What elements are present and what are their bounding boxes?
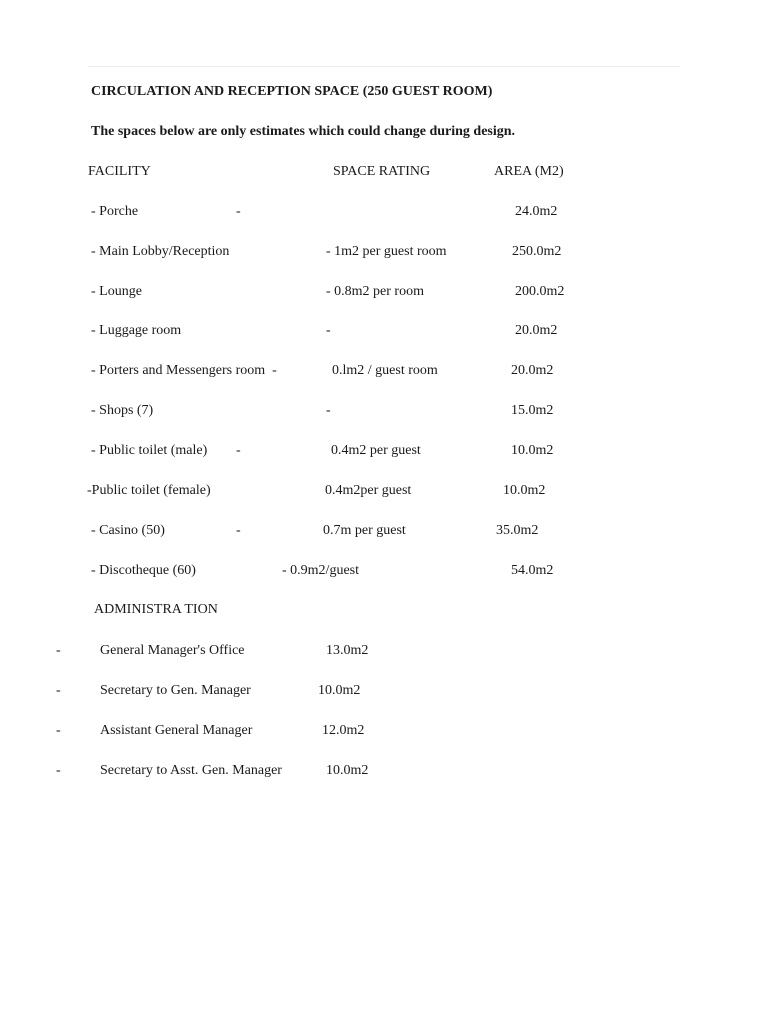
facility-rating: - 1m2 per guest room (326, 244, 447, 259)
facility-rating: 0.lm2 / guest room (332, 363, 438, 378)
facility-dash: - (236, 204, 241, 219)
admin-bullet: - (56, 723, 61, 738)
facility-area: 200.0m2 (515, 284, 565, 299)
facility-name: - Lounge (91, 284, 142, 299)
admin-office-name: Secretary to Gen. Manager (100, 683, 251, 698)
facility-name: - Discotheque (60) (91, 563, 196, 578)
admin-bullet: - (56, 683, 61, 698)
facility-area: 10.0m2 (503, 483, 546, 498)
facility-area: 10.0m2 (511, 443, 554, 458)
facility-rating: 0.4m2 per guest (331, 443, 421, 458)
facility-area: 20.0m2 (511, 363, 554, 378)
facility-rating: - (326, 323, 331, 338)
facility-area: 20.0m2 (515, 323, 558, 338)
admin-bullet: - (56, 763, 61, 778)
facility-rating: 0.4m2per guest (325, 483, 412, 498)
facility-dash: - (236, 523, 241, 538)
facility-name: - Public toilet (male) (91, 443, 208, 458)
admin-office-area: 12.0m2 (322, 723, 365, 738)
admin-office-area: 10.0m2 (318, 683, 361, 698)
header-facility: FACILITY (88, 164, 151, 179)
header-area: AREA (M2) (494, 164, 564, 179)
facility-area: 54.0m2 (511, 563, 554, 578)
admin-office-name: General Manager's Office (100, 643, 245, 658)
facility-name: - Porters and Messengers room - (91, 363, 277, 378)
facility-name: - Main Lobby/Reception (91, 244, 230, 259)
facility-rating: - (326, 403, 331, 418)
facility-area: 15.0m2 (511, 403, 554, 418)
facility-name: -Public toilet (female) (87, 483, 211, 498)
facility-area: 35.0m2 (496, 523, 539, 538)
admin-office-name: Secretary to Asst. Gen. Manager (100, 763, 282, 778)
facility-name: - Shops (7) (91, 403, 154, 418)
estimate-note: The spaces below are only estimates which could change during design. (91, 124, 516, 139)
facility-rating: - 0.8m2 per room (326, 284, 424, 299)
admin-bullet: - (56, 643, 61, 658)
admin-office-area: 13.0m2 (326, 643, 369, 658)
admin-office-name: Assistant General Manager (100, 723, 253, 738)
facility-name: - Casino (50) (91, 523, 165, 538)
admin-office-area: 10.0m2 (326, 763, 369, 778)
facility-area: 24.0m2 (515, 204, 558, 219)
top-divider (88, 66, 680, 67)
facility-name: - Porche (91, 204, 139, 219)
facility-dash: - (236, 443, 241, 458)
facility-rating: - 0.9m2/guest (282, 563, 359, 578)
administration-heading: ADMINISTRA TION (94, 602, 218, 617)
facility-name: - Luggage room (91, 323, 182, 338)
document-title: CIRCULATION AND RECEPTION SPACE (250 GUEST ROOM) (91, 84, 493, 99)
header-space-rating: SPACE RATING (333, 164, 431, 179)
facility-area: 250.0m2 (512, 244, 562, 259)
facility-rating: 0.7m per guest (323, 523, 406, 538)
